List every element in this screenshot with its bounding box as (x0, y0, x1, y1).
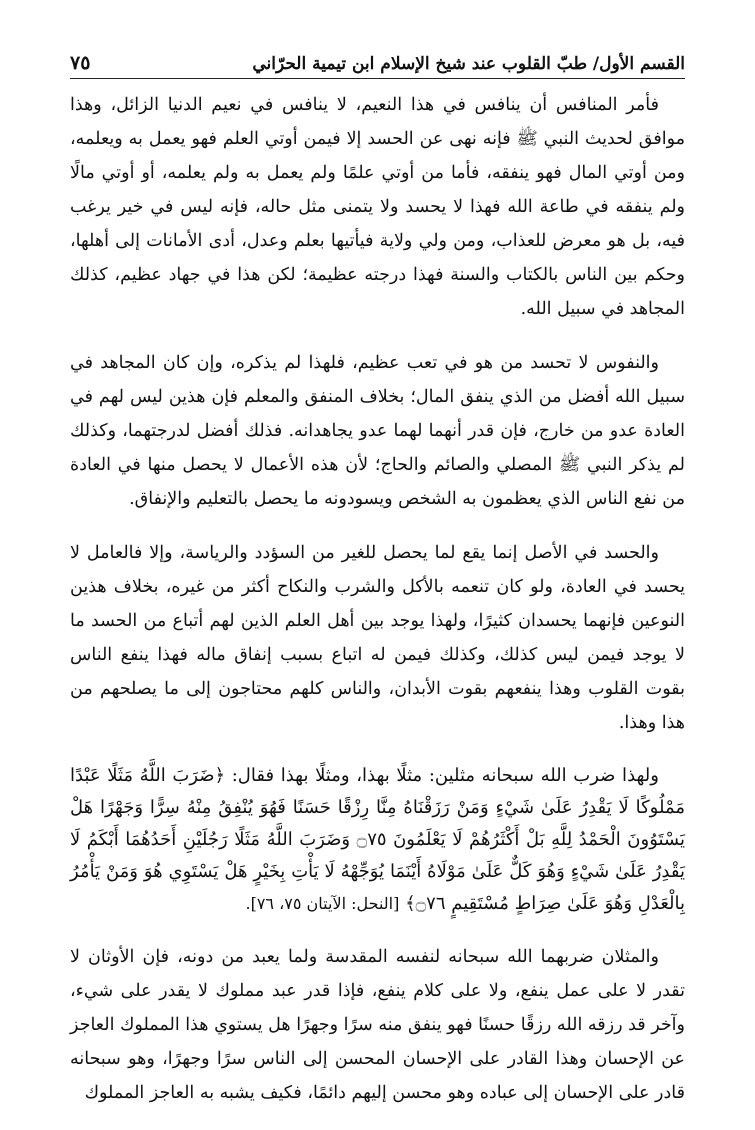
page-number: ٧٥ (70, 52, 91, 74)
paragraph-final: والمثلان ضربهما الله سبحانه لنفسه المقدسة ولما يعبد من دونه، فإن الأوثان لا تقدر لا على عمل ينفع، ولا على كلام ينفع، فإذا قدر عبد مملوك لا يقدر على شيء، وآخر قد رزقه الله رزقًا حسنًا فهو ينفق منه سرًا وجهرًا هل يستوي هذا المملوك العاجز عن الإحسان وهذا القادر على الإحسان المحسن إلى الناس سرًا وجهرًا، وهو سبحانه قادر على الإحسان إلى عباده وهو محسن إليهم دائمًا، فكيف يشبه به العاجز المملوك (70, 947, 685, 1103)
quran-verse: ﴿ضَرَبَ اللَّهُ مَثَلًا عَبْدًا مَمْلُوكًا لَا يَقْدِرُ عَلَىٰ شَيْءٍ وَمَنْ رَزَقْنَاهُ مِنَّا رِزْقًا حَسَنًا فَهُوَ يُنْفِقُ مِنْهُ سِرًّا وَجَهْرًا هَلْ يَسْتَوُونَ الْحَمْدُ لِلَّهِ بَلْ أَكْثَرُهُمْ لَا يَعْلَمُونَ ۝٧٥ وَضَرَبَ اللَّهُ مَثَلًا رَجُلَيْنِ أَحَدُهُمَا أَبْكَمُ لَا يَقْدِرُ عَلَىٰ شَيْءٍ وَهُوَ كَلٌّ عَلَىٰ مَوْلَاهُ أَيْنَمَا يُوَجِّهْهُ لَا يَأْتِ بِخَيْرٍ هَلْ يَسْتَوِي هُوَ وَمَنْ يَأْمُرُ بِالْعَدْلِ وَهُوَ عَلَىٰ صِرَاطٍ مُسْتَقِيمٍ ۝٧٦﴾ (70, 765, 685, 914)
verse-citation: [النحل: الآيتان ٧٥، ٧٦]. (245, 894, 400, 913)
page-header (70, 40, 685, 79)
paragraph-3: والحسد في الأصل إنما يقع لما يحصل للغير من السؤدد والرياسة، وإلا فالعامل لا يحسد في العادة، ولو كان تنعمه بالأكل والشرب والنكاح أكثر من غيره، بخلاف هذين النوعين فإنهما يحسدان كثيرًا، ولهذا يوجد بين أهل العلم الذين لهم أتباع من الحسد ما لا يوجد فيمن ليس كذلك، وكذلك فيمن له اتباع بسبب إنفاق ماله فهذا ينفع الناس بقوت القلوب وهذا ينفعهم بقوت الأبدان، والناس كلهم محتاجون إلى ما يصلحهم من هذا وهذا. (70, 543, 685, 733)
paragraph-2: والنفوس لا تحسد من هو في تعب عظيم، فلهذا لم يذكره، وإن كان المجاهد في سبيل الله أفضل من الذي ينفق المال؛ بخلاف المنفق والمعلم فإن هذين ليس لهم في العادة عدو من خارج، فإن قدر أنهما لهما عدو يجاهدانه. فذلك أفضل لدرجتهما، وكذلك لم يذكر النبي ﷺ المصلي والصائم والحاج؛ لأن هذه الأعمال لا يحصل منها في العادة من نفع الناس الذي يعظمون به الشخص ويسودونه ما يحصل بالتعليم والإنفاق. (70, 353, 685, 509)
paragraph-1: فأمر المنافس أن ينافس في هذا النعيم، لا ينافس في نعيم الدنيا الزائل، وهذا موافق لحديث النبي ﷺ فإنه نهى عن الحسد إلا فيمن أوتي العلم فهو يعمل به ويعلمه، ومن أوتي المال فهو ينفقه، فأما من أوتي علمًا ولم يعمل به ولم يعلمه، أو أوتي مالًا ولم ينفقه في طاعة الله فهذا لا يحسد ولا يتمنى مثل حاله، فإنه ليس في خير يرغب فيه، بل هو معرض للعذاب، ومن ولي ولاية فيأتيها بعلم وعدل، أدى الأمانات إلى أهلها، وحكم بين الناس بالكتاب والسنة فهذا درجته عظيمة؛ لكن هذا في جهاد عظيم، كذلك المجاهد في سبيل الله. (70, 95, 685, 319)
quran-paragraph (70, 760, 685, 920)
body-text (70, 88, 685, 1130)
running-title: القسم الأول/ طبّ القلوب عند شيخ الإسلام ابن تيمية الحرّاني (252, 54, 685, 74)
quran-intro: ولهذا ضرب الله سبحانه مثلين: مثلًا بهذا، ومثلًا بهذا فقال: (231, 765, 659, 786)
